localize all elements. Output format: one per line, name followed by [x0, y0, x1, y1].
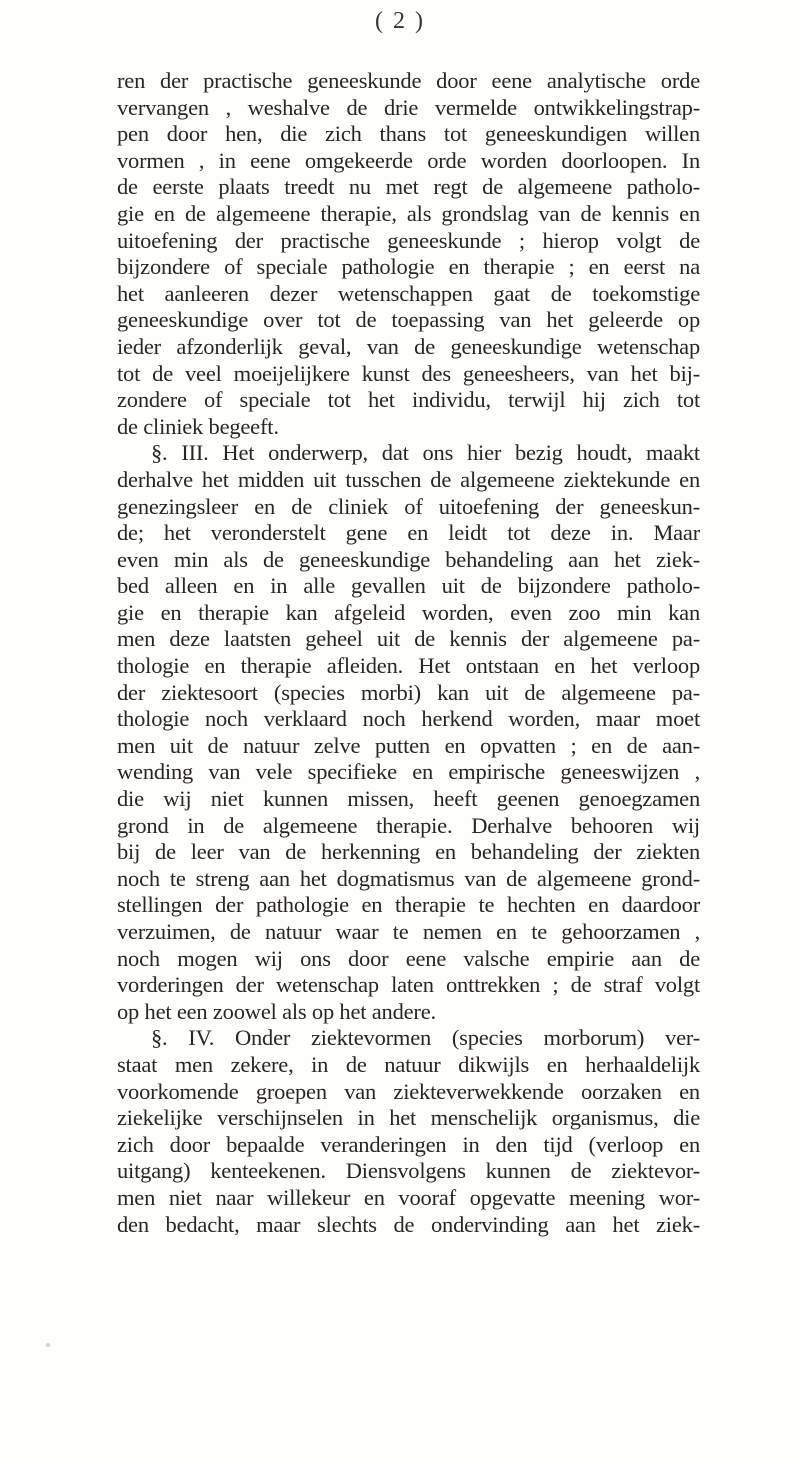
text-line: stellingen der pathologie en therapie te hechten en daardoor	[117, 892, 700, 918]
text-line: vorderingen der wetenschap laten onttrekken ; de straf volgt	[117, 972, 700, 998]
text-line: men uit de natuur zelve putten en opvatten ; en de aan-	[117, 732, 700, 758]
text-line: vormen , in eene omgekeerde orde worden doorloopen. In	[117, 147, 700, 173]
text-line: uitoefening der practische geneeskunde ; hierop volgt de	[117, 227, 700, 253]
body-text	[117, 68, 700, 1238]
text-line: bijzondere of speciale pathologie en therapie ; en eerst na	[117, 254, 700, 280]
text-line: de; het veronderstelt gene en leidt tot deze in. Maar	[117, 520, 700, 546]
text-line: noch mogen wij ons door eene valsche empirie aan de	[117, 945, 700, 971]
text-line: ren der practische geneeskunde door eene analytische orde	[117, 68, 700, 93]
text-line: even min als de geneeskundige behandeling aan het ziek-	[117, 546, 700, 572]
text-line: staat men zekere, in de natuur dikwijls en herhaaldelijk	[117, 1051, 700, 1077]
text-line: men niet naar willekeur en vooraf opgevatte meening wor-	[117, 1184, 700, 1210]
page-number: ( 2 )	[375, 8, 425, 34]
section-heading-line: §. III. Het onderwerp, dat ons hier bezig houdt, maakt	[151, 440, 700, 466]
text-line: vervangen , weshalve de drie vermelde ontwikkelingstrap-	[117, 94, 700, 120]
text-line: uitgang) kenteekenen. Diensvolgens kunnen de ziektevor-	[117, 1158, 700, 1184]
text-line: thologie noch verklaard noch herkend worden, maar moet	[117, 706, 700, 732]
text-line: derhalve het midden uit tusschen de algemeene ziektekunde en	[117, 466, 700, 492]
text-line: zondere of speciale tot het individu, terwijl hij zich tot	[117, 387, 700, 413]
text-line: ieder afzonderlijk geval, van de geneeskundige wetenschap	[117, 333, 700, 359]
text-line: het aanleeren dezer wetenschappen gaat de toekomstige	[117, 280, 700, 306]
section-heading-line: §. IV. Onder ziektevormen (species morborum) ver-	[151, 1025, 700, 1051]
text-line: ziekelijke verschijnselen in het menschelijk organismus, die	[117, 1105, 700, 1131]
text-line: gie en therapie kan afgeleid worden, even zoo min kan	[117, 599, 700, 625]
text-line: gie en de algemeene therapie, als grondslag van de kennis en	[117, 200, 700, 226]
text-line: tot de veel moeijelijkere kunst des geneesheers, van het bij-	[117, 360, 700, 386]
text-line: pen door hen, die zich thans tot geneeskundigen willen	[117, 121, 700, 147]
text-line: den bedacht, maar slechts de ondervinding aan het ziek-	[117, 1211, 700, 1237]
paper-stain	[46, 1343, 50, 1347]
text-line: thologie en therapie afleiden. Het ontstaan en het verloop	[117, 653, 700, 679]
text-line: men deze laatsten geheel uit de kennis der algemeene pa-	[117, 626, 700, 652]
text-line: grond in de algemeene therapie. Derhalve behooren wij	[117, 812, 700, 838]
text-line: zich door bepaalde veranderingen in den tijd (verloop en	[117, 1131, 700, 1157]
text-line: die wij niet kunnen missen, heeft geenen genoegzamen	[117, 786, 700, 812]
text-line: de cliniek begeeft.	[117, 413, 279, 439]
text-line: op het een zoowel als op het andere.	[117, 998, 436, 1024]
text-line: noch te streng aan het dogmatismus van de algemeene grond-	[117, 865, 700, 891]
text-line: bij de leer van de herkenning en behandeling der ziekten	[117, 839, 700, 865]
text-line: verzuimen, de natuur waar te nemen en te gehoorzamen ,	[117, 919, 700, 944]
text-line: voorkomende groepen van ziekteverwekkende oorzaken en	[117, 1078, 700, 1104]
text-line: wending van vele specifieke en empirische geneeswijzen ,	[117, 759, 700, 785]
text-line: bed alleen en in alle gevallen uit de bijzondere patholo-	[117, 573, 700, 599]
text-line: der ziektesoort (species morbi) kan uit de algemeene pa-	[117, 679, 700, 705]
text-line: de eerste plaats treedt nu met regt de algemeene patholo-	[117, 174, 700, 200]
text-line: geneeskundige over tot de toepassing van het geleerde op	[117, 307, 700, 333]
text-line: genezingsleer en de cliniek of uitoefening der geneeskun-	[117, 493, 700, 519]
